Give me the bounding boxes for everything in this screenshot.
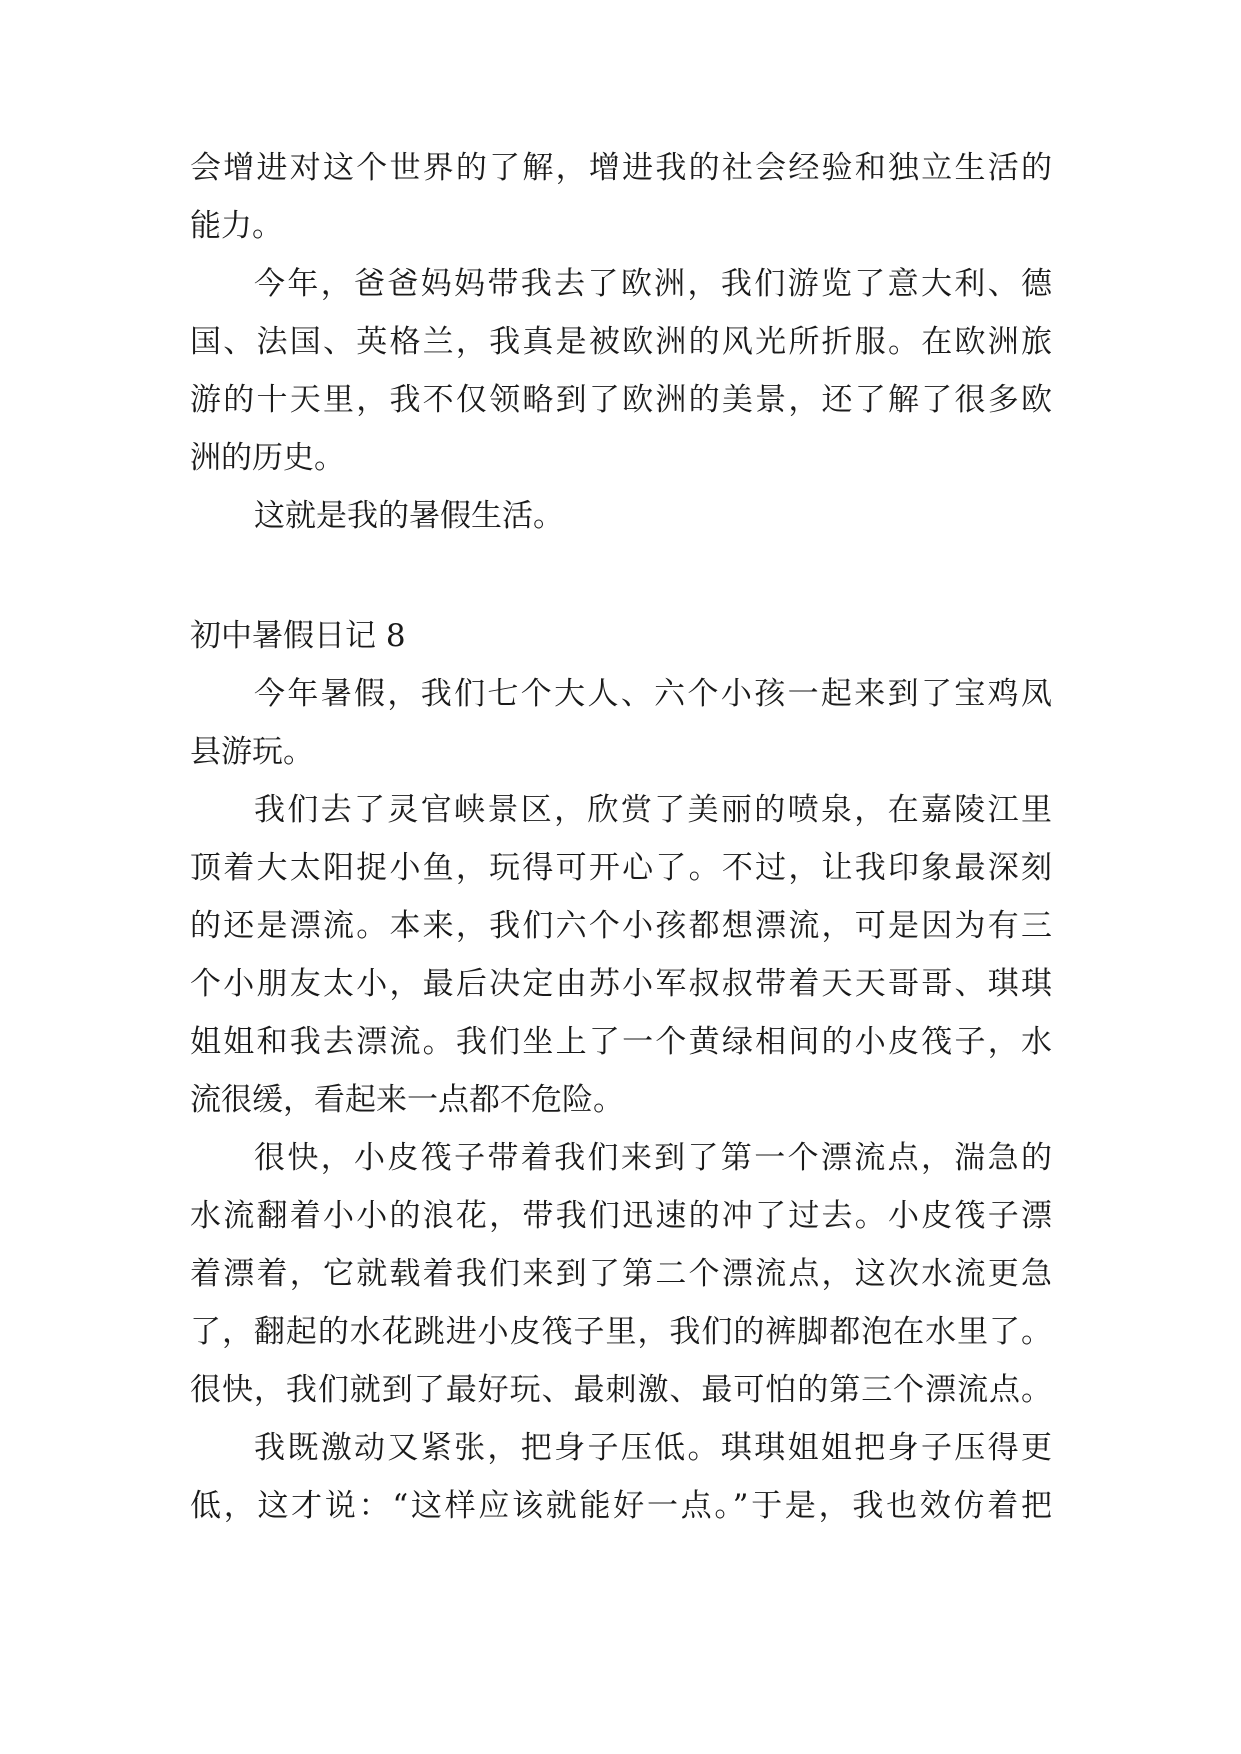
paragraph-line: 我们去了灵官峡景区，欣赏了美丽的喷泉，在嘉陵江里 — [254, 792, 1052, 828]
paragraph-line: 这就是我的暑假生活。 — [254, 498, 564, 534]
paragraph-line: 我既激动又紧张，把身子压低。琪琪姐姐把身子压得更 — [254, 1430, 1052, 1466]
paragraph-line: 能力。 — [190, 208, 283, 244]
paragraph-line: 很快，我们就到了最好玩、最刺激、最可怕的第三个漂流点。 — [190, 1372, 1052, 1408]
paragraph-line: 的还是漂流。本来，我们六个小孩都想漂流，可是因为有三 — [190, 908, 1052, 944]
paragraph-line: 低，这才说：“这样应该就能好一点。”于是，我也效仿着把 — [190, 1488, 1052, 1524]
paragraph-line: 流很缓，看起来一点都不危险。 — [190, 1082, 624, 1118]
paragraph-line: 会增进对这个世界的了解，增进我的社会经验和独立生活的 — [190, 150, 1052, 186]
paragraph-line: 个小朋友太小，最后决定由苏小军叔叔带着天天哥哥、琪琪 — [190, 966, 1052, 1002]
paragraph-line: 姐姐和我去漂流。我们坐上了一个黄绿相间的小皮筏子，水 — [190, 1024, 1052, 1060]
paragraph-line: 了，翻起的水花跳进小皮筏子里，我们的裤脚都泡在水里了。 — [190, 1314, 1052, 1350]
paragraph-line: 很快，小皮筏子带着我们来到了第一个漂流点，湍急的 — [254, 1140, 1052, 1176]
paragraph-line: 今年暑假，我们七个大人、六个小孩一起来到了宝鸡凤 — [254, 676, 1052, 712]
paragraph-line: 县游玩。 — [190, 734, 314, 770]
section-heading: 初中暑假日记 8 — [190, 618, 406, 654]
paragraph-line: 今年，爸爸妈妈带我去了欧洲，我们游览了意大利、德 — [254, 266, 1052, 302]
paragraph-line: 顶着大太阳捉小鱼，玩得可开心了。不过，让我印象最深刻 — [190, 850, 1052, 886]
paragraph-line: 洲的历史。 — [190, 440, 345, 476]
paragraph-line: 游的十天里，我不仅领略到了欧洲的美景，还了解了很多欧 — [190, 382, 1052, 418]
paragraph-line: 水流翻着小小的浪花，带我们迅速的冲了过去。小皮筏子漂 — [190, 1198, 1052, 1234]
paragraph-line: 国、法国、英格兰，我真是被欧洲的风光所折服。在欧洲旅 — [190, 324, 1052, 360]
paragraph-line: 着漂着，它就载着我们来到了第二个漂流点，这次水流更急 — [190, 1256, 1052, 1292]
